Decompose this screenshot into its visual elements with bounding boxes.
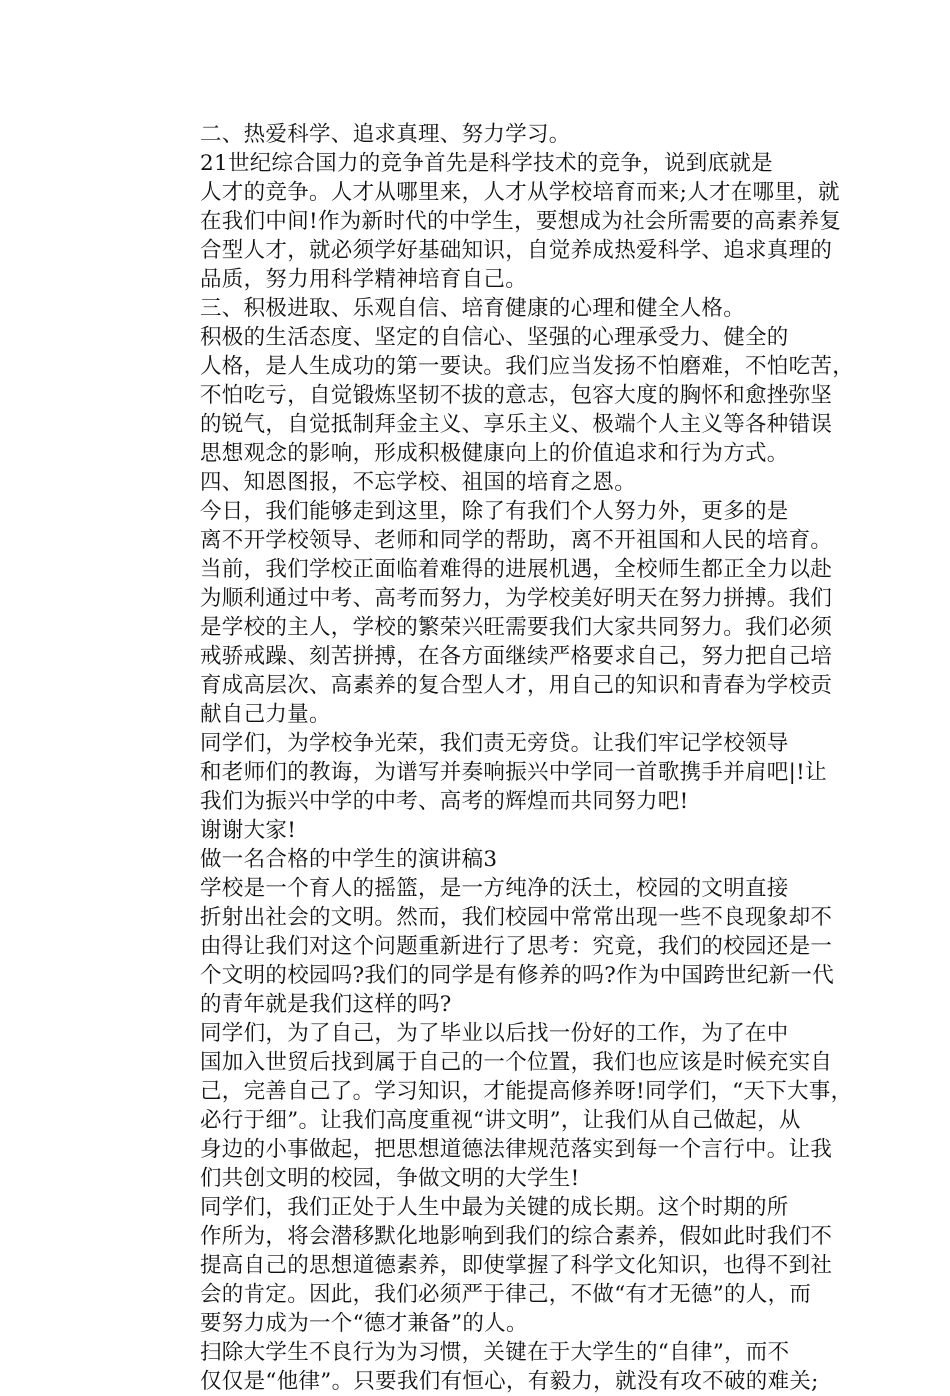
document-body: [145, 120, 855, 1396]
text-line: 的青年就是我们这样的吗?: [200, 992, 452, 1017]
paragraph: [145, 294, 807, 323]
text-line: 思想观念的影响，形成积极健康向上的价值追求和行为方式。: [200, 441, 789, 466]
text-line: 们共创文明的校园，争做文明的大学生!: [200, 1166, 580, 1191]
paragraph: [145, 816, 807, 845]
text-line: 在我们中间!作为新时代的中学生，要想成为社会所需要的高素养复: [200, 209, 842, 234]
text-line: 提高自己的思想道德素养，即使掌握了科学文化知识，也得不到社: [200, 1253, 833, 1278]
paragraph: [145, 729, 827, 816]
text-line: 我们为振兴中学的中考、高考的辉煌而共同努力吧!: [200, 789, 689, 814]
text-line: 人格，是人生成功的第一要诀。我们应当发扬不怕磨难，不怕吃苦，: [200, 354, 855, 379]
text-line: 育成高层次、高素养的复合型人才，用自己的知识和青春为学校贡: [200, 673, 833, 698]
paragraph: [145, 323, 855, 468]
text-line: 学校是一个育人的摇篮，是一方纯净的沃土，校园的文明直接: [200, 876, 789, 901]
text-line: 折射出社会的文明。然而，我们校园中常常出现一些不良现象却不: [200, 905, 833, 930]
text-line: 当前，我们学校正面临着难得的进展机遇，全校师生都正全力以赴: [200, 557, 833, 582]
text-line: 个文明的校园吗?我们的同学是有修养的吗?作为中国跨世纪新一代: [200, 963, 835, 988]
paragraph: [145, 497, 833, 729]
text-line: 为顺利通过中考、高考而努力，为学校美好明天在努力拼搏。我们: [200, 586, 833, 611]
text-line: 国加入世贸后找到属于自己的一个位置，我们也应该是时候充实自: [200, 1050, 833, 1075]
paragraph: [145, 120, 807, 149]
text-line: 的锐气，自觉抵制拜金主义、享乐主义、极端个人主义等各种错误: [200, 412, 833, 437]
text-line: 四、知恩图报，不忘学校、祖国的培育之恩。: [200, 470, 637, 495]
text-line: 戒骄戒躁、刻苦拼搏，在各方面继续严格要求自己，努力把自己培: [200, 644, 833, 669]
text-line: 三、积极进取、乐观自信、培育健康的心理和健全人格。: [200, 296, 746, 321]
text-line: 21世纪综合国力的竞争首先是科学技术的竞争，说到底就是: [200, 151, 773, 176]
text-line: 今日，我们能够走到这里，除了有我们个人努力外，更多的是: [200, 499, 789, 524]
text-line: 品质，努力用科学精神培育自己。: [200, 267, 528, 292]
text-line: 己，完善自己了。学习知识，才能提高修养呀!同学们，“天下大事，: [200, 1079, 853, 1104]
paragraph: [145, 149, 842, 294]
text-line: 身边的小事做起，把思想道德法律规范落实到每一个言行中。让我: [200, 1137, 833, 1162]
text-line: 作所为，将会潜移默化地影响到我们的综合素养，假如此时我们不: [200, 1224, 833, 1249]
text-line: 会的肯定。因此，我们必须严于律己，不做“有才无德”的人，而: [200, 1282, 812, 1307]
text-line: 同学们，为了自己，为了毕业以后找一份好的工作，为了在中: [200, 1021, 789, 1046]
text-line: 扫除大学生不良行为为习惯，关键在于大学生的“自律”，而不: [200, 1340, 790, 1365]
paragraph: [145, 1193, 833, 1338]
text-line: 二、热爱科学、追求真理、努力学习。: [200, 122, 571, 147]
text-line: 是学校的主人，学校的繁荣兴旺需要我们大家共同努力。我们必须: [200, 615, 833, 640]
text-line: 做一名合格的中学生的演讲稿3: [200, 847, 498, 872]
text-line: 同学们，我们正处于人生中最为关键的成长期。这个时期的所: [200, 1195, 789, 1220]
text-line: 积极的生活态度、坚定的自信心、坚强的心理承受力、健全的: [200, 325, 789, 350]
text-line: 由得让我们对这个问题重新进行了思考：究竟，我们的校园还是一: [200, 934, 833, 959]
paragraph: [145, 1338, 819, 1396]
text-line: 谢谢大家!: [200, 818, 297, 843]
text-line: 不怕吃亏，自觉锻炼坚韧不拔的意志，包容大度的胸怀和愈挫弥坚: [200, 383, 833, 408]
text-line: 人才的竞争。人才从哪里来，人才从学校培育而来;人才在哪里，就: [200, 180, 840, 205]
text-line: 献自己力量。: [200, 702, 331, 727]
text-line: 离不开学校领导、老师和同学的帮助，离不开祖国和人民的培育。: [200, 528, 833, 553]
text-line: 合型人才，就必须学好基础知识，自觉养成热爱科学、追求真理的: [200, 238, 833, 263]
paragraph: [145, 874, 835, 1019]
paragraph: [145, 1019, 853, 1193]
paragraph: [145, 468, 807, 497]
text-line: 要努力成为一个“德才兼备”的人。: [200, 1311, 528, 1336]
text-line: 必行于细”。让我们高度重视“讲文明”，让我们从自己做起，从: [200, 1108, 801, 1133]
paragraph: [145, 845, 807, 874]
text-line: 仅仅是“他律”。只要我们有恒心，有毅力，就没有攻不破的难关;: [200, 1369, 819, 1394]
text-line: 同学们，为学校争光荣，我们责无旁贷。让我们牢记学校领导: [200, 731, 789, 756]
text-line: 和老师们的教诲，为谱写并奏响振兴中学同一首歌携手并肩吧|!让: [200, 760, 827, 785]
